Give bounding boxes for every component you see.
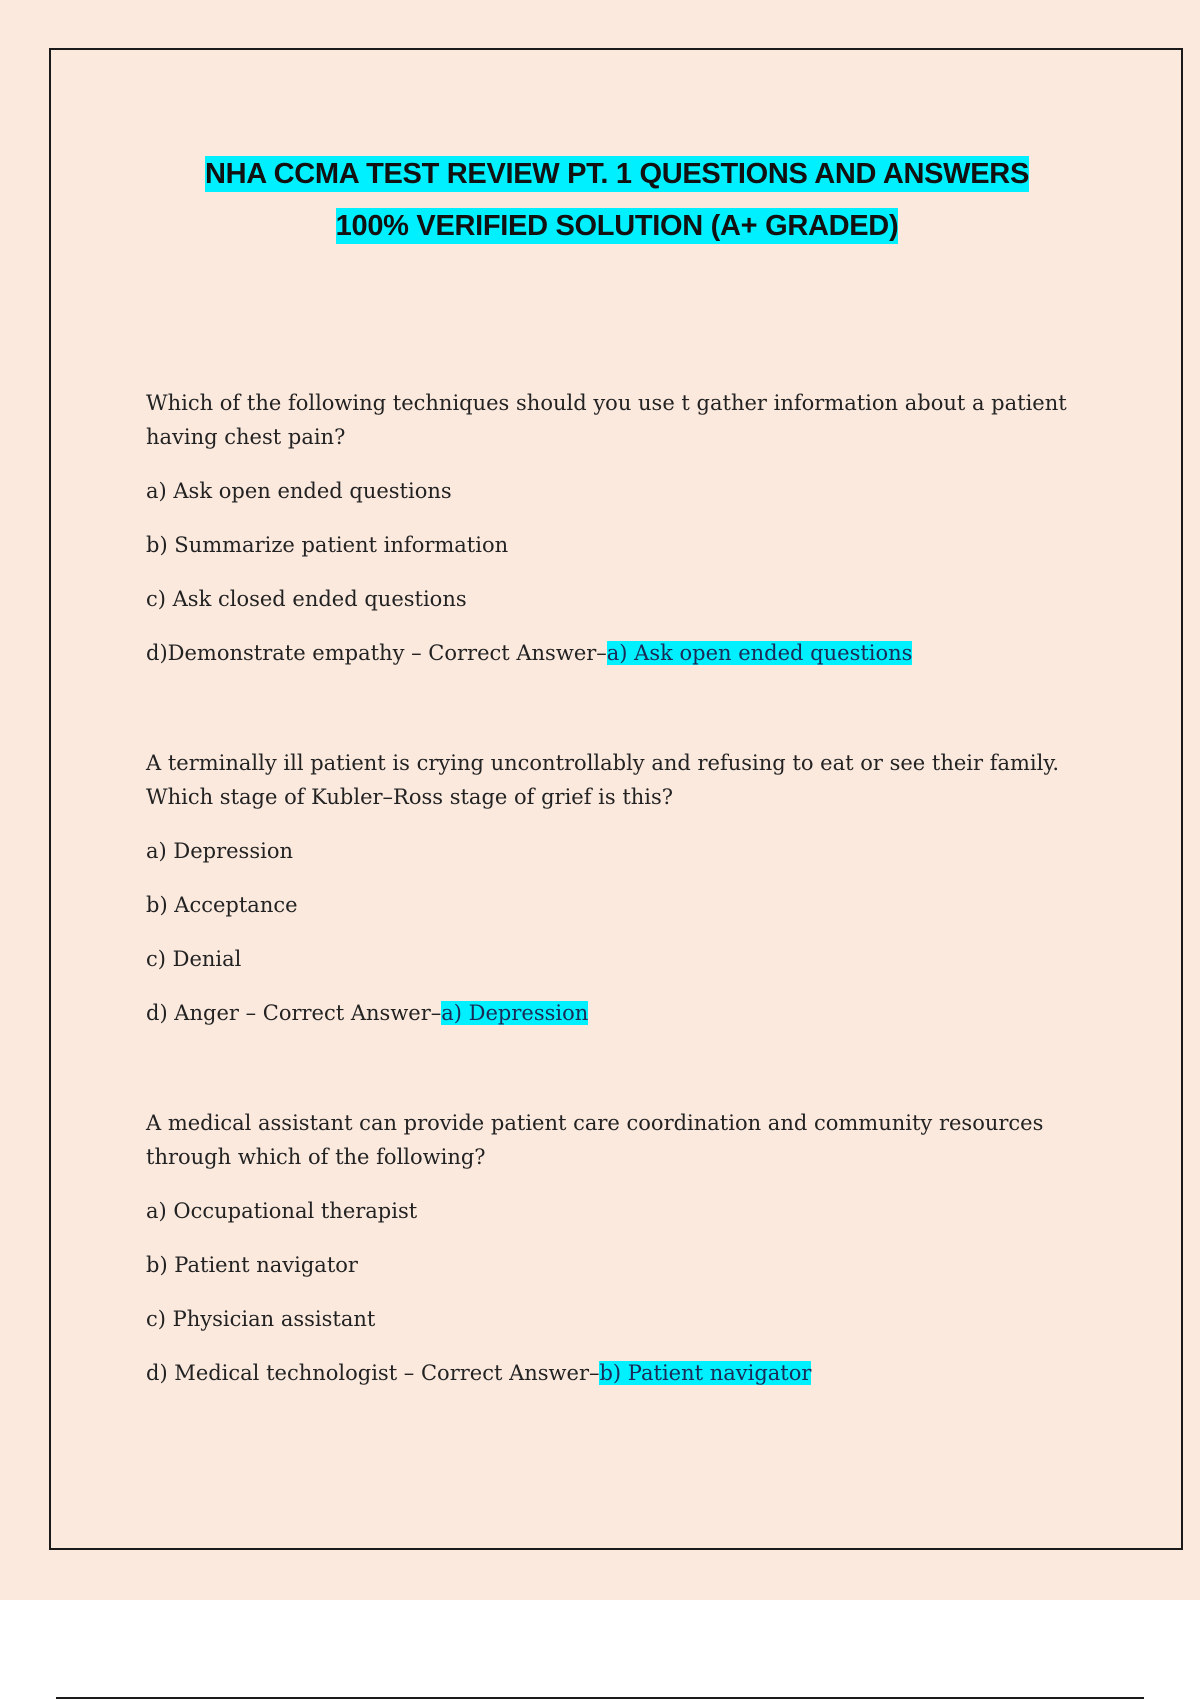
title-highlight-1: NHA CCMA TEST REVIEW PT. 1 QUESTIONS AND ANSWERS (205, 158, 1029, 190)
title-highlight-2: 100% VERIFIED SOLUTION (A+ GRADED) (335, 210, 899, 242)
option-d: d) Anger – Correct Answer– (146, 1001, 442, 1025)
correct-answer-highlight: a) Depression (441, 1001, 589, 1025)
option-a: a) Ask open ended questions (146, 479, 452, 503)
option-d-with-answer (146, 996, 1106, 1030)
question-text: A terminally ill patient is crying uncontrollably and refusing to eat or see their family. Which stage of Kubler–Ross stage of grief is this? (146, 751, 1060, 809)
option-a: a) Depression (146, 839, 293, 863)
option-d: d)Demonstrate empathy – Correct Answer– (146, 641, 607, 665)
option-c: c) Physician assistant (146, 1307, 376, 1331)
question-text: A medical assistant can provide patient care coordination and community resources through which of the following? (146, 1111, 1044, 1169)
option-d-with-answer (146, 636, 1106, 670)
footer-divider (56, 1697, 1144, 1699)
title-line-2 (51, 200, 1183, 252)
option-b: b) Patient navigator (146, 1253, 358, 1277)
question-block-2 (146, 746, 1106, 1050)
document-title (51, 148, 1183, 252)
option-d: d) Medical technologist – Correct Answer– (146, 1361, 600, 1385)
option-d-with-answer (146, 1356, 1106, 1390)
option-b: b) Acceptance (146, 893, 298, 917)
correct-answer-highlight: a) Ask open ended questions (606, 641, 913, 665)
option-c: c) Ask closed ended questions (146, 587, 467, 611)
document-frame (49, 48, 1183, 1550)
question-text: Which of the following techniques should you use t gather information about a patient having chest pain? (146, 391, 1067, 449)
option-b: b) Summarize patient information (146, 533, 509, 557)
option-c: c) Denial (146, 947, 242, 971)
option-a: a) Occupational therapist (146, 1199, 418, 1223)
question-block-1 (146, 386, 1106, 690)
title-line-1 (51, 148, 1183, 200)
question-block-3 (146, 1106, 1106, 1410)
correct-answer-highlight: b) Patient navigator (599, 1361, 812, 1385)
